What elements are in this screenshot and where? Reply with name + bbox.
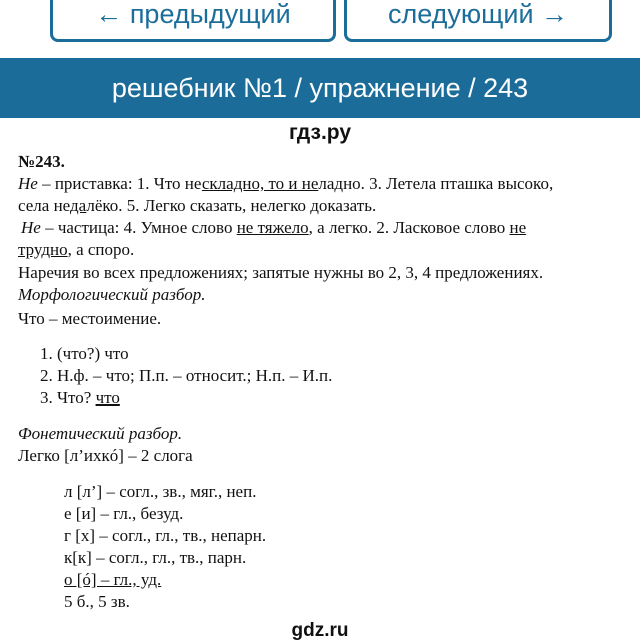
phon-row: г [х] – согл., гл., тв., непарн.	[64, 526, 267, 545]
phon-row: л [л’] – согл., зв., мяг., неп.	[64, 482, 257, 501]
text-line-2	[18, 196, 376, 216]
text-run: – приставка: 1. Что не	[37, 174, 202, 193]
morph-item-1: 1. (что?) что	[40, 344, 129, 363]
text-line-1	[18, 174, 553, 194]
exercise-number: №243.	[18, 152, 65, 171]
text-run: села не	[18, 196, 70, 215]
prev-button[interactable]: ← предыдущий	[50, 0, 336, 42]
text-run: 3. Что?	[40, 388, 96, 407]
text-run: не тяжело	[236, 218, 309, 237]
phon-word: Легко [л’ихкó] – 2 слога	[18, 446, 193, 465]
text-line-5: Наречия во всех предложениях; запятые нужны во 2, 3, 4 предложениях.	[18, 263, 544, 282]
text-run: да	[70, 196, 87, 215]
site-footer: gdz.ru	[291, 620, 349, 641]
phon-heading: Фонетический разбор.	[18, 424, 183, 443]
site-name: гдз.ру	[288, 121, 352, 144]
phon-row: 5 б., 5 зв.	[64, 592, 130, 611]
text-run: не	[509, 218, 527, 237]
text-run: , а легко. 2. Ласковое слово	[308, 218, 510, 237]
text-run: , а споро.	[67, 240, 135, 259]
phon-row: к[к] – согл., гл., тв., парн.	[64, 548, 247, 567]
morph-item-3	[40, 388, 120, 408]
text-run: что	[95, 388, 120, 407]
phon-row: е [и] – гл., безуд.	[64, 504, 184, 523]
text-run: легко доказать.	[267, 196, 377, 215]
text-run: лёко. 5. Легко сказать, не	[86, 196, 268, 215]
term-ne: Не	[18, 174, 38, 193]
next-button[interactable]: следующий →	[344, 0, 612, 42]
text-run: – частица: 4. Умное слово	[40, 218, 237, 237]
morph-item-2: 2. Н.ф. – что; П.п. – относит.; Н.п. – И.п.	[40, 366, 333, 385]
text-run: трудно	[18, 240, 68, 259]
page-title: решебник №1 / упражнение / 243	[0, 58, 640, 118]
text-line-4	[18, 240, 134, 260]
text-line-3	[21, 218, 526, 238]
morph-word: Что – местоимение.	[18, 309, 162, 328]
morph-heading: Морфологический разбор.	[18, 285, 206, 304]
phon-row: о [ó] – гл., уд.	[64, 570, 162, 589]
text-run: складно, то и не	[201, 174, 319, 193]
term-ne: Не	[21, 218, 41, 237]
text-run: ладно. 3. Летела пташка высоко,	[318, 174, 554, 193]
